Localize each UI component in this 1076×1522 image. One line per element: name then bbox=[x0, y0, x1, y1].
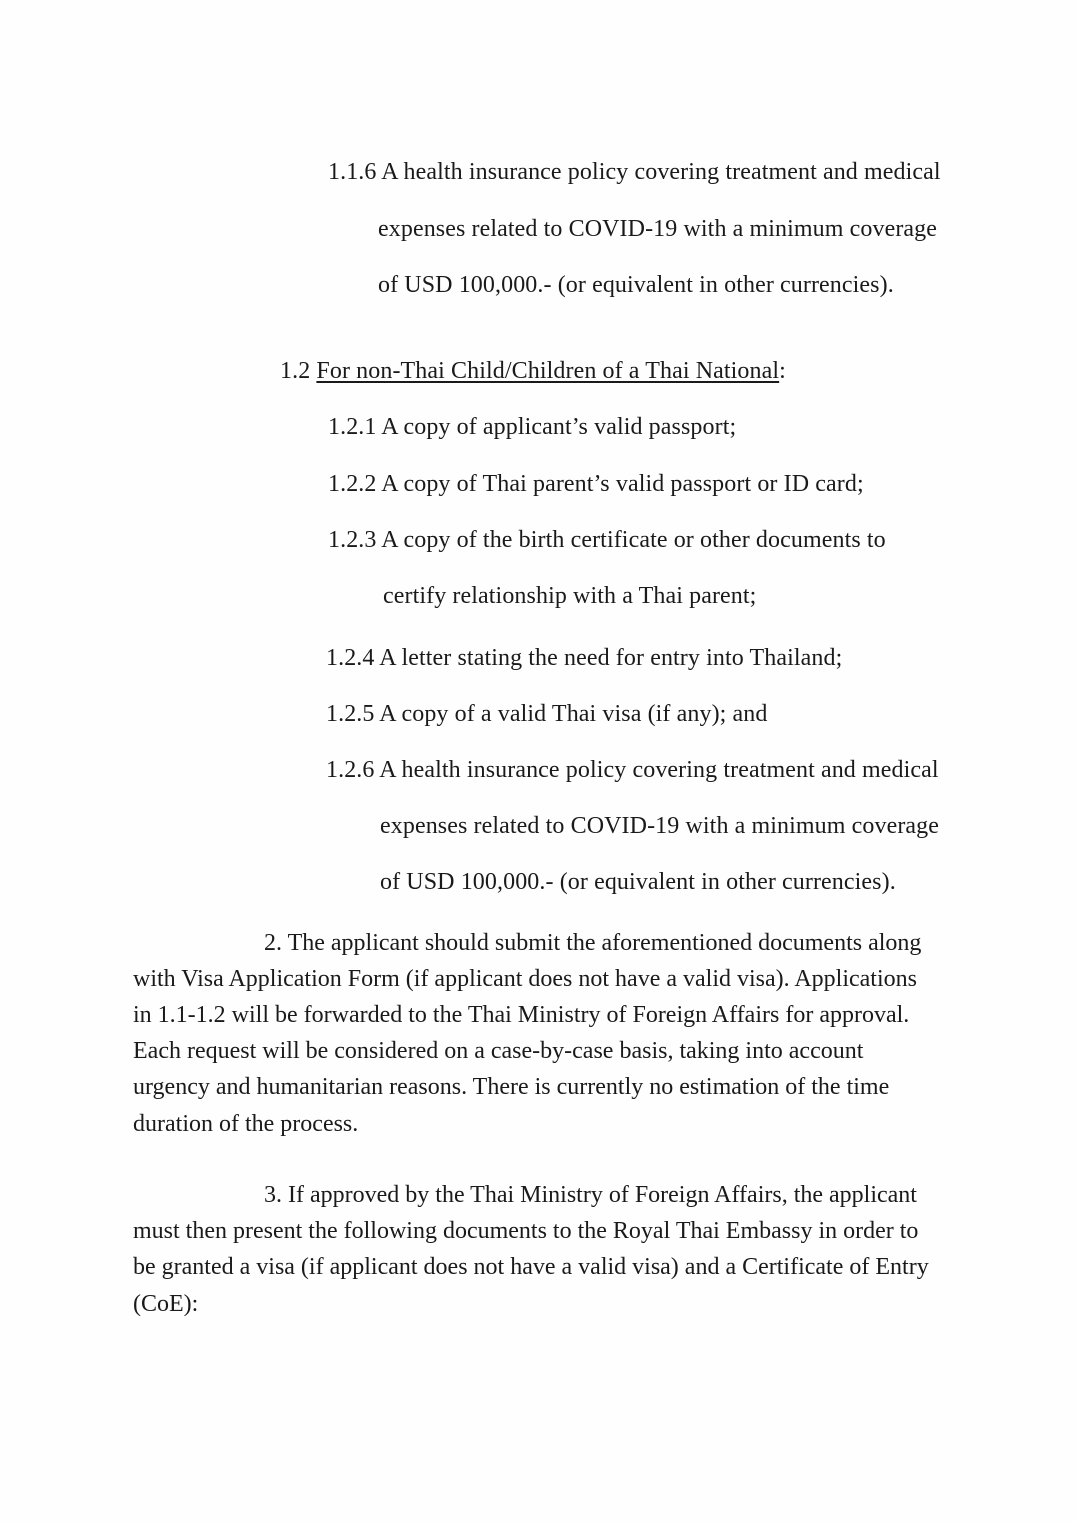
item-1-2-3-line-1: 1.2.3 A copy of the birth certificate or other documents to bbox=[328, 527, 886, 553]
paragraph-2-line-5: urgency and humanitarian reasons. There is currently no estimation of the time bbox=[133, 1074, 890, 1100]
item-1-1-6-line-2: expenses related to COVID-19 with a minimum coverage bbox=[378, 216, 938, 242]
section-1-2-heading bbox=[280, 357, 786, 385]
section-1-2-colon: : bbox=[779, 358, 786, 384]
paragraph-3-line-4: (CoE): bbox=[133, 1291, 199, 1317]
paragraph-2-line-4: Each request will be considered on a case-by-case basis, taking into account bbox=[133, 1038, 864, 1064]
section-1-2-title: For non-Thai Child/Children of a Thai National bbox=[316, 358, 780, 384]
section-1-2-number: 1.2 bbox=[280, 358, 317, 384]
paragraph-2-line-2: with Visa Application Form (if applicant does not have a valid visa). Applications bbox=[133, 966, 917, 992]
item-1-2-3-line-2: certify relationship with a Thai parent; bbox=[383, 583, 757, 609]
paragraph-2-line-3: in 1.1-1.2 will be forwarded to the Thai Ministry of Foreign Affairs for approval. bbox=[133, 1002, 910, 1028]
item-1-2-2: 1.2.2 A copy of Thai parent’s valid passport or ID card; bbox=[328, 471, 864, 497]
item-1-2-4: 1.2.4 A letter stating the need for entry into Thailand; bbox=[326, 645, 843, 671]
item-1-1-6-line-3: of USD 100,000.- (or equivalent in other currencies). bbox=[378, 272, 894, 298]
item-1-2-6-line-2: expenses related to COVID-19 with a minimum coverage bbox=[380, 813, 940, 839]
item-1-2-6-line-3: of USD 100,000.- (or equivalent in other currencies). bbox=[380, 869, 896, 895]
item-1-2-1: 1.2.1 A copy of applicant’s valid passport; bbox=[328, 414, 737, 440]
item-1-1-6-line-1: 1.1.6 A health insurance policy covering treatment and medical bbox=[328, 159, 941, 185]
item-1-2-5: 1.2.5 A copy of a valid Thai visa (if any); and bbox=[326, 701, 768, 727]
paragraph-3-line-2: must then present the following documents to the Royal Thai Embassy in order to bbox=[133, 1218, 919, 1244]
item-1-2-6-line-1: 1.2.6 A health insurance policy covering treatment and medical bbox=[326, 757, 939, 783]
paragraph-3-line-1: 3. If approved by the Thai Ministry of Foreign Affairs, the applicant bbox=[264, 1182, 917, 1208]
paragraph-2-line-6: duration of the process. bbox=[133, 1111, 359, 1137]
paragraph-3-line-3: be granted a visa (if applicant does not have a valid visa) and a Certificate of Entry bbox=[133, 1254, 929, 1280]
paragraph-2-line-1: 2. The applicant should submit the aforementioned documents along bbox=[264, 930, 922, 956]
